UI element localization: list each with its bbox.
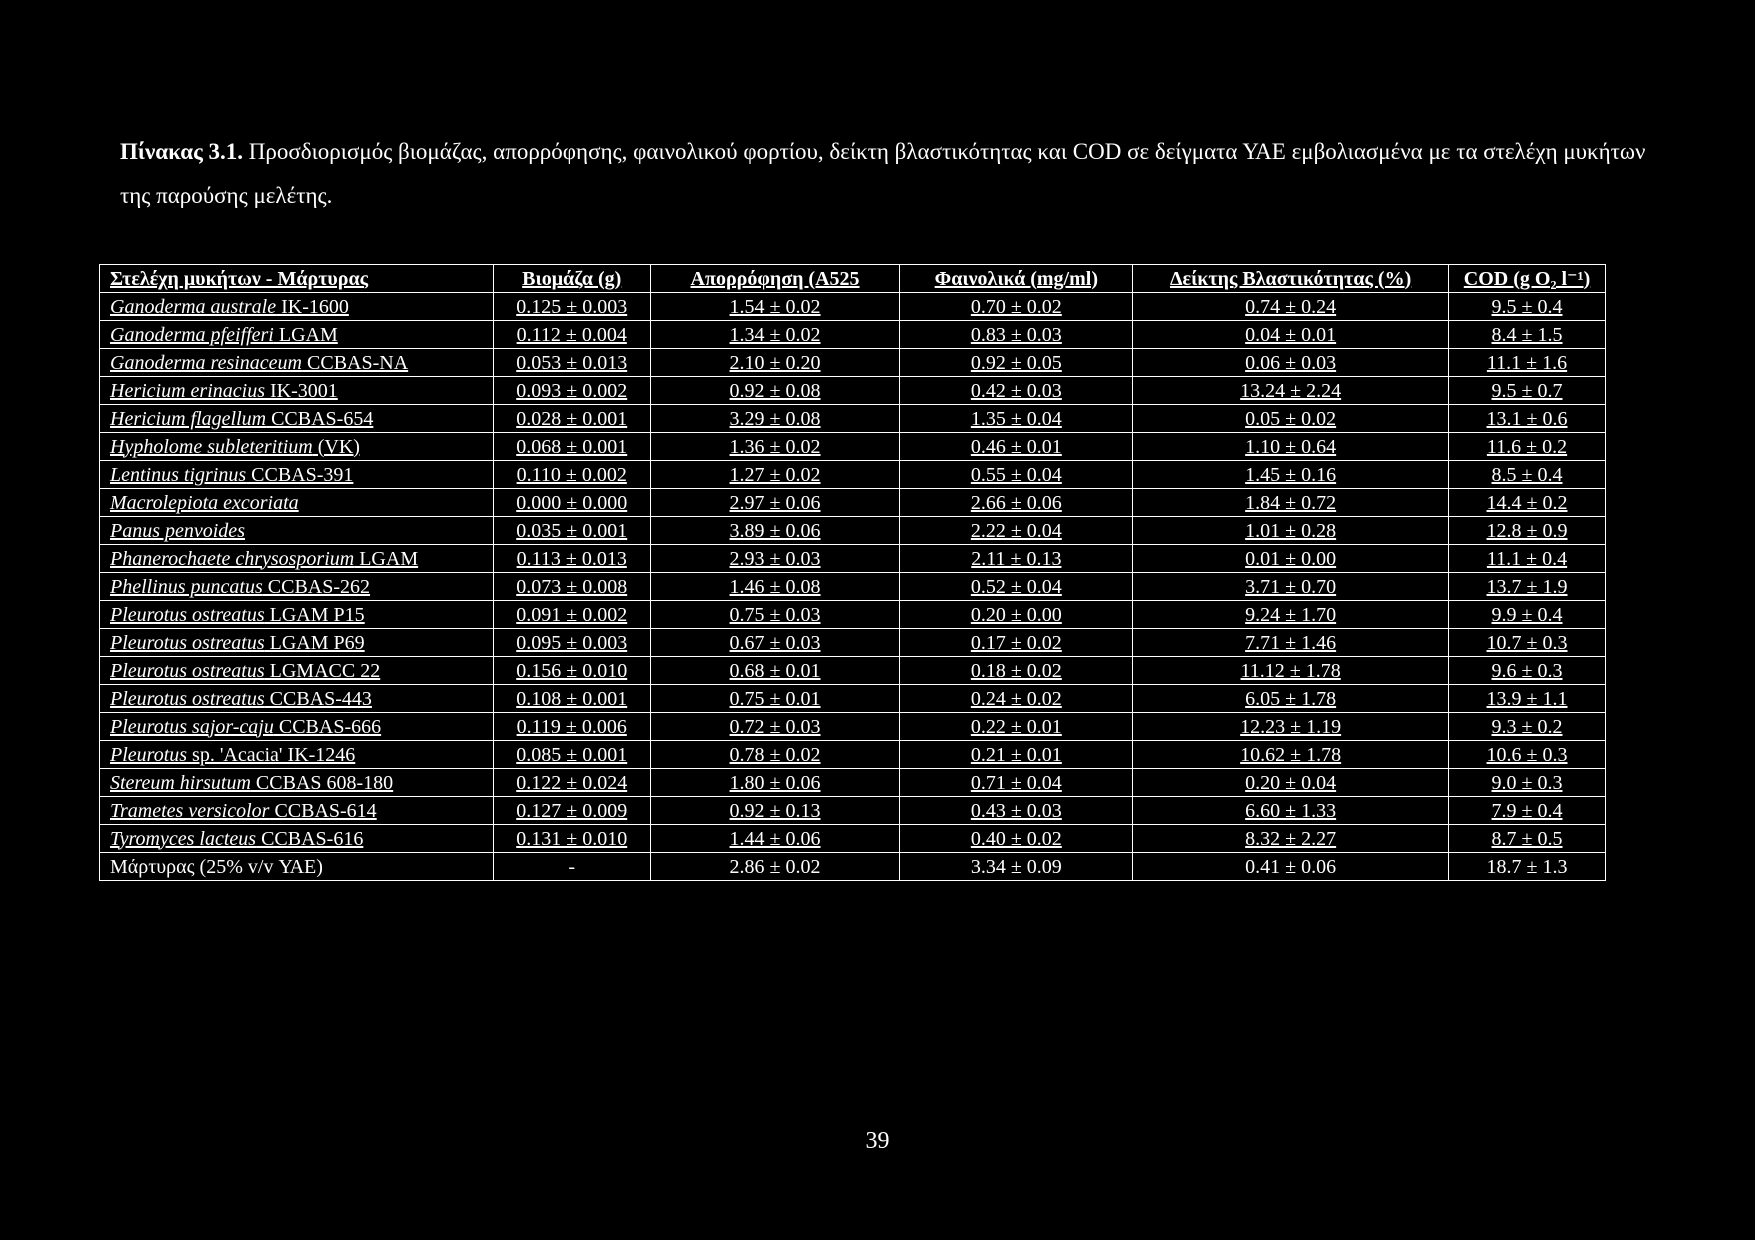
cod-cell: 9.9 ± 0.4 — [1449, 601, 1606, 629]
table-row — [100, 461, 1606, 489]
table-row — [100, 601, 1606, 629]
strain-code: LGMACC 22 — [264, 659, 381, 682]
absorbance-cell: 2.97 ± 0.06 — [650, 489, 900, 517]
table-row — [100, 573, 1606, 601]
species-name: Macrolepiota excoriata — [110, 491, 299, 514]
strain-cell — [100, 741, 494, 769]
header-phenolics: Φαινολικά (mg/ml) — [900, 265, 1133, 293]
phenolics-cell: 2.11 ± 0.13 — [900, 545, 1133, 573]
results-table — [99, 264, 1606, 881]
cod-cell: 11.6 ± 0.2 — [1449, 433, 1606, 461]
table-row — [100, 685, 1606, 713]
absorbance-cell: 1.46 ± 0.08 — [650, 573, 900, 601]
strain-code: IK-1600 — [276, 295, 349, 318]
phenolics-cell: 2.66 ± 0.06 — [900, 489, 1133, 517]
biomass-cell: 0.122 ± 0.024 — [493, 769, 650, 797]
biomass-cell: 0.093 ± 0.002 — [493, 377, 650, 405]
strain-cell — [100, 769, 494, 797]
strain-cell — [100, 853, 494, 881]
cod-cell: 14.4 ± 0.2 — [1449, 489, 1606, 517]
strain-code: CCBAS-NA — [302, 351, 409, 374]
table-caption — [120, 130, 1660, 218]
absorbance-cell: 0.67 ± 0.03 — [650, 629, 900, 657]
strain-code: CCBAS 608-180 — [250, 771, 394, 794]
table-header-row — [100, 265, 1606, 293]
germination-index-cell: 1.10 ± 0.64 — [1133, 433, 1449, 461]
species-name: Phanerochaete chrysosporium — [110, 547, 355, 570]
strain-cell — [100, 573, 494, 601]
phenolics-cell: 0.43 ± 0.03 — [900, 797, 1133, 825]
table-row — [100, 713, 1606, 741]
strain-code: CCBAS-616 — [256, 827, 364, 850]
species-name: Ganoderma resinaceum — [110, 351, 303, 374]
biomass-cell: 0.035 ± 0.001 — [493, 517, 650, 545]
species-name: Phellinus puncatus — [110, 575, 263, 598]
phenolics-cell: 3.34 ± 0.09 — [900, 853, 1133, 881]
table-row — [100, 377, 1606, 405]
absorbance-cell: 0.78 ± 0.02 — [650, 741, 900, 769]
strain-cell — [100, 825, 494, 853]
table-row — [100, 629, 1606, 657]
cod-cell: 11.1 ± 0.4 — [1449, 545, 1606, 573]
phenolics-cell: 0.22 ± 0.01 — [900, 713, 1133, 741]
cod-cell: 9.0 ± 0.3 — [1449, 769, 1606, 797]
strain-code: IK-3001 — [264, 379, 338, 402]
cod-cell: 13.9 ± 1.1 — [1449, 685, 1606, 713]
page-number: 39 — [865, 1128, 890, 1154]
table-row — [100, 405, 1606, 433]
table-row — [100, 489, 1606, 517]
absorbance-cell: 3.29 ± 0.08 — [650, 405, 900, 433]
germination-index-cell: 0.04 ± 0.01 — [1133, 321, 1449, 349]
absorbance-cell: 0.75 ± 0.01 — [650, 685, 900, 713]
table-row — [100, 349, 1606, 377]
strain-code: Μάρτυρας (25% v/v ΥΑΕ) — [110, 855, 323, 878]
strain-cell — [100, 293, 494, 321]
strain-cell — [100, 629, 494, 657]
phenolics-cell: 0.83 ± 0.03 — [900, 321, 1133, 349]
table-row — [100, 517, 1606, 545]
table-row — [100, 657, 1606, 685]
strain-cell — [100, 657, 494, 685]
germination-index-cell: 0.20 ± 0.04 — [1133, 769, 1449, 797]
strain-cell — [100, 377, 494, 405]
table-row — [100, 797, 1606, 825]
phenolics-cell: 0.70 ± 0.02 — [900, 293, 1133, 321]
header-strain: Στελέχη μυκήτων - Μάρτυρας — [100, 265, 494, 293]
strain-cell — [100, 517, 494, 545]
phenolics-cell: 0.40 ± 0.02 — [900, 825, 1133, 853]
species-name: Hericium flagellum — [110, 407, 267, 430]
header-absorbance: Απορρόφηση (A525 — [650, 265, 900, 293]
strain-code: LGAM — [273, 323, 338, 346]
species-name: Hericium erinacius — [110, 379, 265, 402]
strain-code: LGAM P15 — [264, 603, 365, 626]
phenolics-cell: 0.42 ± 0.03 — [900, 377, 1133, 405]
strain-cell — [100, 797, 494, 825]
table-row — [100, 321, 1606, 349]
absorbance-cell: 1.36 ± 0.02 — [650, 433, 900, 461]
absorbance-cell: 2.86 ± 0.02 — [650, 853, 900, 881]
table-row — [100, 825, 1606, 853]
strain-code: LGAM — [354, 547, 419, 570]
biomass-cell: 0.119 ± 0.006 — [493, 713, 650, 741]
biomass-cell: 0.000 ± 0.000 — [493, 489, 650, 517]
species-name: Stereum hirsutum — [110, 771, 251, 794]
strain-cell — [100, 321, 494, 349]
table-row — [100, 769, 1606, 797]
header-germination-index: Δείκτης Βλαστικότητας (%) — [1133, 265, 1449, 293]
header-cod: COD (g O₂ l⁻¹) — [1449, 265, 1606, 293]
absorbance-cell: 3.89 ± 0.06 — [650, 517, 900, 545]
cod-cell: 8.5 ± 0.4 — [1449, 461, 1606, 489]
absorbance-cell: 0.72 ± 0.03 — [650, 713, 900, 741]
germination-index-cell: 9.24 ± 1.70 — [1133, 601, 1449, 629]
absorbance-cell: 0.75 ± 0.03 — [650, 601, 900, 629]
germination-index-cell: 1.01 ± 0.28 — [1133, 517, 1449, 545]
biomass-cell: 0.131 ± 0.010 — [493, 825, 650, 853]
strain-cell — [100, 433, 494, 461]
biomass-cell: 0.053 ± 0.013 — [493, 349, 650, 377]
table-body — [100, 293, 1606, 881]
biomass-cell: 0.127 ± 0.009 — [493, 797, 650, 825]
phenolics-cell: 0.71 ± 0.04 — [900, 769, 1133, 797]
species-name: Pleurotus sajor-caju — [110, 715, 274, 738]
cod-cell: 13.1 ± 0.6 — [1449, 405, 1606, 433]
table-row — [100, 545, 1606, 573]
strain-code: (VK) — [312, 435, 360, 458]
germination-index-cell: 0.74 ± 0.24 — [1133, 293, 1449, 321]
cod-cell: 8.4 ± 1.5 — [1449, 321, 1606, 349]
phenolics-cell: 0.18 ± 0.02 — [900, 657, 1133, 685]
cod-cell: 9.3 ± 0.2 — [1449, 713, 1606, 741]
table-row — [100, 741, 1606, 769]
germination-index-cell: 3.71 ± 0.70 — [1133, 573, 1449, 601]
strain-code: CCBAS-654 — [266, 407, 374, 430]
biomass-cell: 0.085 ± 0.001 — [493, 741, 650, 769]
cod-cell: 10.7 ± 0.3 — [1449, 629, 1606, 657]
strain-cell — [100, 489, 494, 517]
biomass-cell: 0.125 ± 0.003 — [493, 293, 650, 321]
caption-text: Προσδιορισμός βιομάζας, απορρόφησης, φαινολικού φορτίου, δείκτη βλαστικότητας και COD σε δείγματα ΥΑΕ εμβολιασμένα με τα στελέχη μυκήτων της παρούσης μελέτης. — [120, 139, 1646, 208]
germination-index-cell: 8.32 ± 2.27 — [1133, 825, 1449, 853]
strain-cell — [100, 685, 494, 713]
cod-cell: 12.8 ± 0.9 — [1449, 517, 1606, 545]
biomass-cell: - — [493, 853, 650, 881]
species-name: Lentinus tigrinus — [110, 463, 247, 486]
phenolics-cell: 0.55 ± 0.04 — [900, 461, 1133, 489]
species-name: Pleurotus ostreatus — [110, 659, 265, 682]
strain-code: CCBAS-614 — [269, 799, 377, 822]
germination-index-cell: 0.05 ± 0.02 — [1133, 405, 1449, 433]
biomass-cell: 0.091 ± 0.002 — [493, 601, 650, 629]
biomass-cell: 0.113 ± 0.013 — [493, 545, 650, 573]
phenolics-cell: 0.52 ± 0.04 — [900, 573, 1133, 601]
species-name: Ganoderma pfeifferi — [110, 323, 274, 346]
biomass-cell: 0.110 ± 0.002 — [493, 461, 650, 489]
species-name: Pleurotus ostreatus — [110, 687, 265, 710]
phenolics-cell: 0.17 ± 0.02 — [900, 629, 1133, 657]
cod-cell: 13.7 ± 1.9 — [1449, 573, 1606, 601]
absorbance-cell: 1.27 ± 0.02 — [650, 461, 900, 489]
absorbance-cell: 2.10 ± 0.20 — [650, 349, 900, 377]
biomass-cell: 0.108 ± 0.001 — [493, 685, 650, 713]
germination-index-cell: 6.05 ± 1.78 — [1133, 685, 1449, 713]
cod-cell: 18.7 ± 1.3 — [1449, 853, 1606, 881]
absorbance-cell: 1.44 ± 0.06 — [650, 825, 900, 853]
germination-index-cell: 7.71 ± 1.46 — [1133, 629, 1449, 657]
strain-cell — [100, 349, 494, 377]
strain-cell — [100, 713, 494, 741]
cod-cell: 9.5 ± 0.7 — [1449, 377, 1606, 405]
biomass-cell: 0.068 ± 0.001 — [493, 433, 650, 461]
table-row — [100, 853, 1606, 881]
germination-index-cell: 0.06 ± 0.03 — [1133, 349, 1449, 377]
germination-index-cell: 1.84 ± 0.72 — [1133, 489, 1449, 517]
absorbance-cell: 2.93 ± 0.03 — [650, 545, 900, 573]
germination-index-cell: 0.41 ± 0.06 — [1133, 853, 1449, 881]
cod-cell: 9.6 ± 0.3 — [1449, 657, 1606, 685]
absorbance-cell: 1.34 ± 0.02 — [650, 321, 900, 349]
strain-cell — [100, 405, 494, 433]
strain-code: CCBAS-391 — [246, 463, 354, 486]
phenolics-cell: 2.22 ± 0.04 — [900, 517, 1133, 545]
table-row — [100, 293, 1606, 321]
strain-code: CCBAS-262 — [262, 575, 371, 598]
phenolics-cell: 0.24 ± 0.02 — [900, 685, 1133, 713]
strain-code: LGAM P69 — [264, 631, 365, 654]
biomass-cell: 0.112 ± 0.004 — [493, 321, 650, 349]
phenolics-cell: 0.20 ± 0.00 — [900, 601, 1133, 629]
biomass-cell: 0.073 ± 0.008 — [493, 573, 650, 601]
absorbance-cell: 0.92 ± 0.08 — [650, 377, 900, 405]
species-name: Pleurotus ostreatus — [110, 603, 265, 626]
biomass-cell: 0.156 ± 0.010 — [493, 657, 650, 685]
strain-cell — [100, 601, 494, 629]
header-biomass: Βιομάζα (g) — [493, 265, 650, 293]
biomass-cell: 0.028 ± 0.001 — [493, 405, 650, 433]
strain-cell — [100, 461, 494, 489]
species-name: Hypholome subleteritium — [110, 435, 313, 458]
germination-index-cell: 0.01 ± 0.00 — [1133, 545, 1449, 573]
cod-cell: 9.5 ± 0.4 — [1449, 293, 1606, 321]
absorbance-cell: 0.68 ± 0.01 — [650, 657, 900, 685]
caption-label: Πίνακας 3.1. — [120, 139, 244, 164]
germination-index-cell: 12.23 ± 1.19 — [1133, 713, 1449, 741]
phenolics-cell: 1.35 ± 0.04 — [900, 405, 1133, 433]
strain-code: CCBAS-666 — [273, 715, 382, 738]
species-name: Ganoderma australe — [110, 295, 277, 318]
phenolics-cell: 0.21 ± 0.01 — [900, 741, 1133, 769]
phenolics-cell: 0.92 ± 0.05 — [900, 349, 1133, 377]
cod-cell: 10.6 ± 0.3 — [1449, 741, 1606, 769]
germination-index-cell: 10.62 ± 1.78 — [1133, 741, 1449, 769]
species-name: Tyromyces lacteus — [110, 827, 257, 850]
species-name: Pleurotus — [110, 743, 188, 766]
phenolics-cell: 0.46 ± 0.01 — [900, 433, 1133, 461]
biomass-cell: 0.095 ± 0.003 — [493, 629, 650, 657]
cod-cell: 8.7 ± 0.5 — [1449, 825, 1606, 853]
germination-index-cell: 11.12 ± 1.78 — [1133, 657, 1449, 685]
species-name: Pleurotus ostreatus — [110, 631, 265, 654]
species-name: Panus penvoides — [110, 519, 245, 542]
germination-index-cell: 13.24 ± 2.24 — [1133, 377, 1449, 405]
cod-cell: 11.1 ± 1.6 — [1449, 349, 1606, 377]
species-name: Trametes versicolor — [110, 799, 270, 822]
absorbance-cell: 1.80 ± 0.06 — [650, 769, 900, 797]
strain-cell — [100, 545, 494, 573]
germination-index-cell: 6.60 ± 1.33 — [1133, 797, 1449, 825]
table-row — [100, 433, 1606, 461]
absorbance-cell: 0.92 ± 0.13 — [650, 797, 900, 825]
strain-code: sp. 'Acacia' IK-1246 — [187, 743, 356, 766]
germination-index-cell: 1.45 ± 0.16 — [1133, 461, 1449, 489]
absorbance-cell: 1.54 ± 0.02 — [650, 293, 900, 321]
strain-code: CCBAS-443 — [264, 687, 372, 710]
cod-cell: 7.9 ± 0.4 — [1449, 797, 1606, 825]
